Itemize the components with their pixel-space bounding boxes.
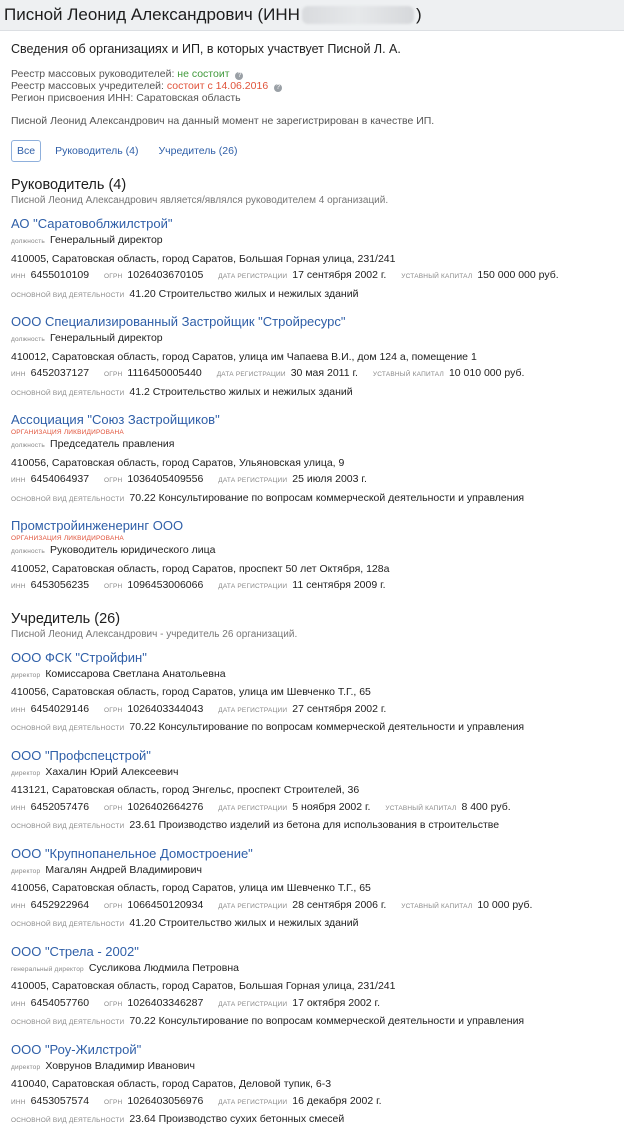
tab-all[interactable]: Все xyxy=(11,140,41,162)
page-title: Писной Леонид Александрович (ИНН xyxy=(4,5,300,24)
org-link[interactable]: АО "Саратовоблжилстрой" xyxy=(11,216,173,231)
tab-director[interactable]: Руководитель (4) xyxy=(55,145,139,157)
org-card: ООО "Крупнопанельное Домостроение" директор Магалян Андрей Владимирович 410056, Саратовская область, город Саратов, улица им Шевченко Т.Г., 65 ИНН 6452922964 ОГРН 1066450120934 ДАТА РЕГИСТРАЦИИ 28 сентября 2006 г. УСТАВНЫЙ КАПИТАЛ 10 000 руб. ОСНОВНОЙ ВИД ДЕЯТЕЛЬНОСТИ 41.20 Строительство жилых и нежилых зданий xyxy=(11,846,613,934)
filter-tabs xyxy=(11,140,613,162)
org-card: ООО ФСК "Стройфин" директор Комиссарова Светлана Анатольевна 410056, Саратовская область, город Саратов, улица им Шевченко Т.Г., 65 ИНН 6454029146 ОГРН 1026403344043 ДАТА РЕГИСТРАЦИИ 27 сентября 2002 г. ОСНОВНОЙ ВИД ДЕЯТЕЛЬНОСТИ 70.22 Консультирование по вопросам коммерческой деятельности и управления xyxy=(11,650,613,738)
org-card: Промстройинженеринг ООО ОРГАНИЗАЦИЯ ЛИКВИДИРОВАНА должность Руководитель юридического лица 410052, Саратовская область, город Саратов, проспект 50 лет Октября, 128а ИНН 6453056235 ОГРН 1096453006066 ДАТА РЕГИСТРАЦИИ 11 сентября 2009 г. xyxy=(11,518,613,596)
redacted-inn xyxy=(302,6,414,24)
liquidated-badge: ОРГАНИЗАЦИЯ ЛИКВИДИРОВАНА xyxy=(11,429,124,436)
page-title-bar xyxy=(0,0,624,31)
org-link[interactable]: ООО "Стрела - 2002" xyxy=(11,943,139,959)
org-card: ООО "Роу-Жилстрой" директор Ховрунов Владимир Иванович 410040, Саратовская область, город Саратов, Деловой тупик, 6-3 ИНН 6453057574 ОГРН 1026403056976 ДАТА РЕГИСТРАЦИИ 16 декабря 2002 г. ОСНОВНОЙ ВИД ДЕЯТЕЛЬНОСТИ 23.64 Производство сухих бетонных смесей xyxy=(11,1042,613,1130)
help-icon[interactable]: ? xyxy=(235,72,243,80)
org-link[interactable]: Промстройинженеринг ООО xyxy=(11,518,184,533)
mass-directors-row: Реестр массовых руководителей: не состоит ? xyxy=(11,68,613,80)
founder-section-subtitle: Писной Леонид Александрович - учредитель 26 организаций. xyxy=(11,628,298,640)
org-card: АО "Саратовоблжилстрой" должность Генеральный директор 410005, Саратовская область, город Саратов, Большая Горная улица, 231/241 ИНН 6455010109 ОГРН 1026403670105 ДАТА РЕГИСТРАЦИИ 17 сентября 2002 г. УСТАВНЫЙ КАПИТАЛ 150 000 000 руб. ОСНОВНОЙ ВИД ДЕЯТЕЛЬНОСТИ 41.20 Строительство жилых и нежилых зданий xyxy=(11,216,613,304)
org-link[interactable]: ООО Специализированный Застройщик "Стройресурс" xyxy=(11,314,346,329)
org-card: ООО Специализированный Застройщик "Стройресурс" должность Генеральный директор 410012, Саратовская область, город Саратов, улица им Чапаева В.И., дом 124 а, помещение 1 ИНН 6452037127 ОГРН 1116450005440 ДАТА РЕГИСТРАЦИИ 30 мая 2011 г. УСТАВНЫЙ КАПИТАЛ 10 010 000 руб. ОСНОВНОЙ ВИД ДЕЯТЕЛЬНОСТИ 41.2 Строительство жилых и нежилых зданий xyxy=(11,314,613,402)
region-row: Регион присвоения ИНН: Саратовская область xyxy=(11,92,241,104)
mass-founders-row: Реестр массовых учредителей: состоит с 14.06.2016 ? xyxy=(11,80,613,92)
org-link[interactable]: ООО "Роу-Жилстрой" xyxy=(11,1041,142,1057)
org-link[interactable]: ООО "Профспецстрой" xyxy=(11,747,151,763)
tab-founder[interactable]: Учредитель (26) xyxy=(158,145,238,157)
founder-section-title: Учредитель (26) xyxy=(11,610,121,627)
mass-founders-status: состоит с 14.06.2016 xyxy=(166,80,269,92)
director-section-title: Руководитель (4) xyxy=(11,177,127,193)
page-title-close: ) xyxy=(415,5,422,24)
org-card: ООО "Профспецстрой" директор Хахалин Юрий Алексеевич 413121, Саратовская область, город Энгельс, проспект Строителей, 36 ИНН 6452057476 ОГРН 1026402664276 ДАТА РЕГИСТРАЦИИ 5 ноября 2002 г. УСТАВНЫЙ КАПИТАЛ 8 400 руб. ОСНОВНОЙ ВИД ДЕЯТЕЛЬНОСТИ 23.61 Производство изделий из бетона для использования в строительстве xyxy=(11,748,613,836)
org-card: ООО "Стрела - 2002" генеральный директор Сусликова Людмила Петровна 410005, Саратовская область, город Саратов, Большая Горная улица, 231/241 ИНН 6454057760 ОГРН 1026403346287 ДАТА РЕГИСТРАЦИИ 17 октября 2002 г. ОСНОВНОЙ ВИД ДЕЯТЕЛЬНОСТИ 70.22 Консультирование по вопросам коммерческой деятельности и управления xyxy=(11,944,613,1032)
org-card: Ассоциация "Союз Застройщиков" ОРГАНИЗАЦИЯ ЛИКВИДИРОВАНА должность Председатель правления 410056, Саратовская область, город Саратов, Ульяновская улица, 9 ИНН 6454064937 ОГРН 1036405409556 ДАТА РЕГИСТРАЦИИ 25 июля 2003 г. ОСНОВНОЙ ВИД ДЕЯТЕЛЬНОСТИ 70.22 Консультирование по вопросам коммерческой деятельности и управления xyxy=(11,412,613,508)
ip-note: Писной Леонид Александрович на данный момент не зарегистрирован в качестве ИП. xyxy=(11,115,435,127)
registry-info xyxy=(11,68,613,104)
mass-directors-status: не состоит xyxy=(177,68,230,80)
org-link[interactable]: ООО ФСК "Стройфин" xyxy=(11,649,147,665)
director-section-subtitle: Писной Леонид Александрович является/являлся руководителем 4 организаций. xyxy=(11,195,389,206)
org-link[interactable]: Ассоциация "Союз Застройщиков" xyxy=(11,412,220,427)
liquidated-badge: ОРГАНИЗАЦИЯ ЛИКВИДИРОВАНА xyxy=(11,535,124,542)
help-icon[interactable]: ? xyxy=(274,84,282,92)
intro-title: Сведения об организациях и ИП, в которых участвует Писной Л. А. xyxy=(11,42,401,56)
org-link[interactable]: ООО "Крупнопанельное Домостроение" xyxy=(11,845,253,861)
